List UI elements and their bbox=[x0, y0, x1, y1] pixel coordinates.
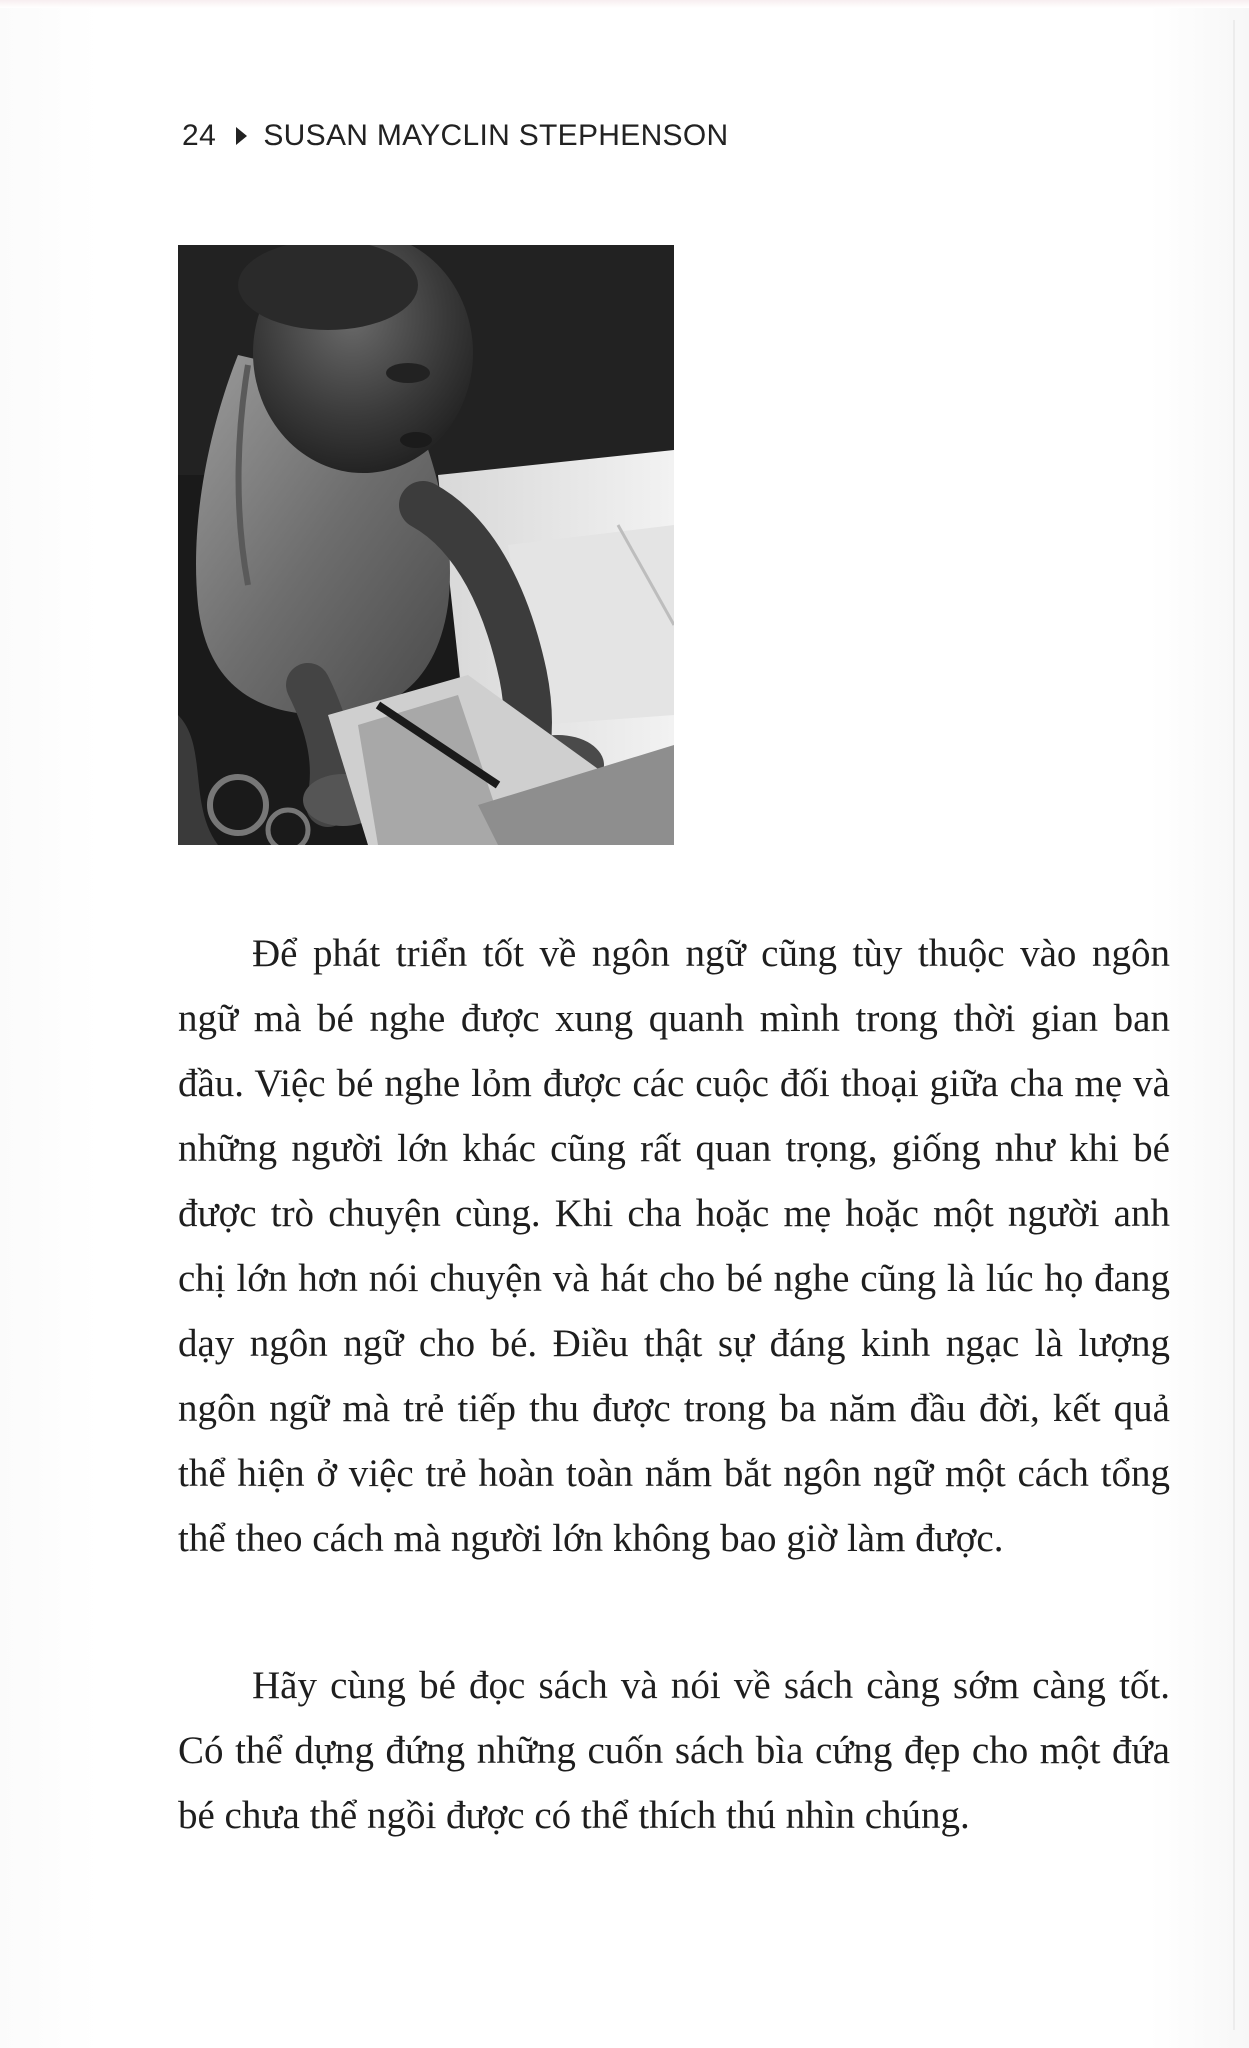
page-right-edge bbox=[1233, 20, 1235, 2030]
child-reading-photo bbox=[178, 245, 674, 845]
author-name: SUSAN MAYCLIN STEPHENSON bbox=[263, 119, 729, 152]
page-top-edge bbox=[0, 0, 1249, 8]
photo-of-child-with-book-icon bbox=[178, 245, 674, 845]
running-header bbox=[182, 118, 728, 154]
body-paragraph: Hãy cùng bé đọc sách và nói về sách càng sớm càng tốt. Có thể dựng đứng những cuốn sách bìa cứng đẹp cho một đứa bé chưa thể ngồi được có thể thích thú nhìn chúng. bbox=[178, 1664, 1170, 1837]
page-number: 24 bbox=[182, 119, 217, 152]
header-arrow-icon bbox=[236, 127, 247, 145]
body-paragraph: Để phát triển tốt về ngôn ngữ cũng tùy thuộc vào ngôn ngữ mà bé nghe được xung quanh mình trong thời gian ban đầu. Việc bé nghe lỏm được các cuộc đối thoại giữa cha mẹ và những người lớn khác cũng rất quan trọng, giống như khi bé được trò chuyện cùng. Khi cha hoặc mẹ hoặc một người anh chị lớn hơn nói chuyện và hát cho bé nghe cũng là lúc họ đang dạy ngôn ngữ cho bé. Điều thật sự đáng kinh ngạc là lượng ngôn ngữ mà trẻ tiếp thu được trong ba năm đầu đời, kết quả thể hiện ở việc trẻ hoàn toàn nắm bắt ngôn ngữ một cách tổng thể theo cách mà người lớn không bao giờ làm được. bbox=[178, 932, 1170, 1560]
